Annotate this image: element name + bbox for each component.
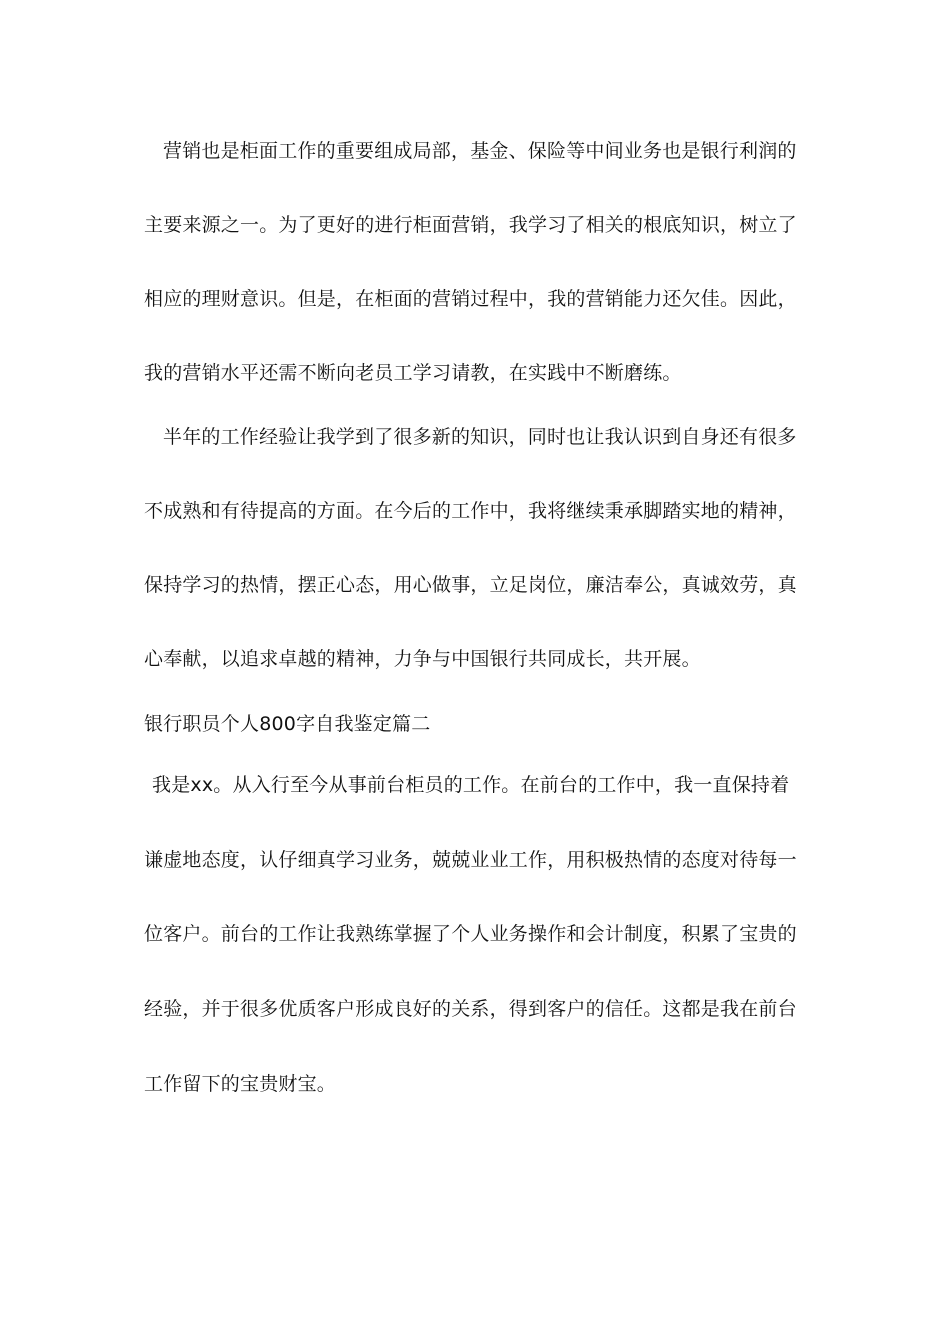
text-line: 谦虚地态度，认仔细真学习业务，兢兢业业工作，用积极热情的态度对待每一 <box>144 849 797 871</box>
text-line: 主要来源之一。为了更好的进行柜面营销，我学习了相关的根底知识，树立了 <box>144 214 797 236</box>
section-heading: 银行职员个人800字自我鉴定篇二 <box>144 713 431 735</box>
text-line: 经验，并于很多优质客户形成良好的关系，得到客户的信任。这都是我在前台 <box>144 998 797 1020</box>
text-line: 位客户。前台的工作让我熟练掌握了个人业务操作和会计制度，积累了宝贵的 <box>144 923 797 945</box>
text-line: 相应的理财意识。但是，在柜面的营销过程中，我的营销能力还欠佳。因此， <box>144 288 797 310</box>
text-line: 我是xx。从入行至今从事前台柜员的工作。在前台的工作中，我一直保持着 <box>152 774 790 796</box>
text-line: 我的营销水平还需不断向老员工学习请教，在实践中不断磨练。 <box>144 362 682 384</box>
text-line: 工作留下的宝贵财宝。 <box>144 1073 337 1095</box>
text-line: 心奉献，以追求卓越的精神，力争与中国银行共同成长，共开展。 <box>144 648 701 670</box>
text-line: 不成熟和有待提高的方面。在今后的工作中，我将继续秉承脚踏实地的精神， <box>144 500 797 522</box>
text-line: 半年的工作经验让我学到了很多新的知识，同时也让我认识到自身还有很多 <box>163 426 797 448</box>
text-line: 保持学习的热情，摆正心态，用心做事，立足岗位，廉洁奉公，真诚效劳，真 <box>144 574 797 596</box>
text-line: 营销也是柜面工作的重要组成局部，基金、保险等中间业务也是银行利润的 <box>163 140 797 162</box>
